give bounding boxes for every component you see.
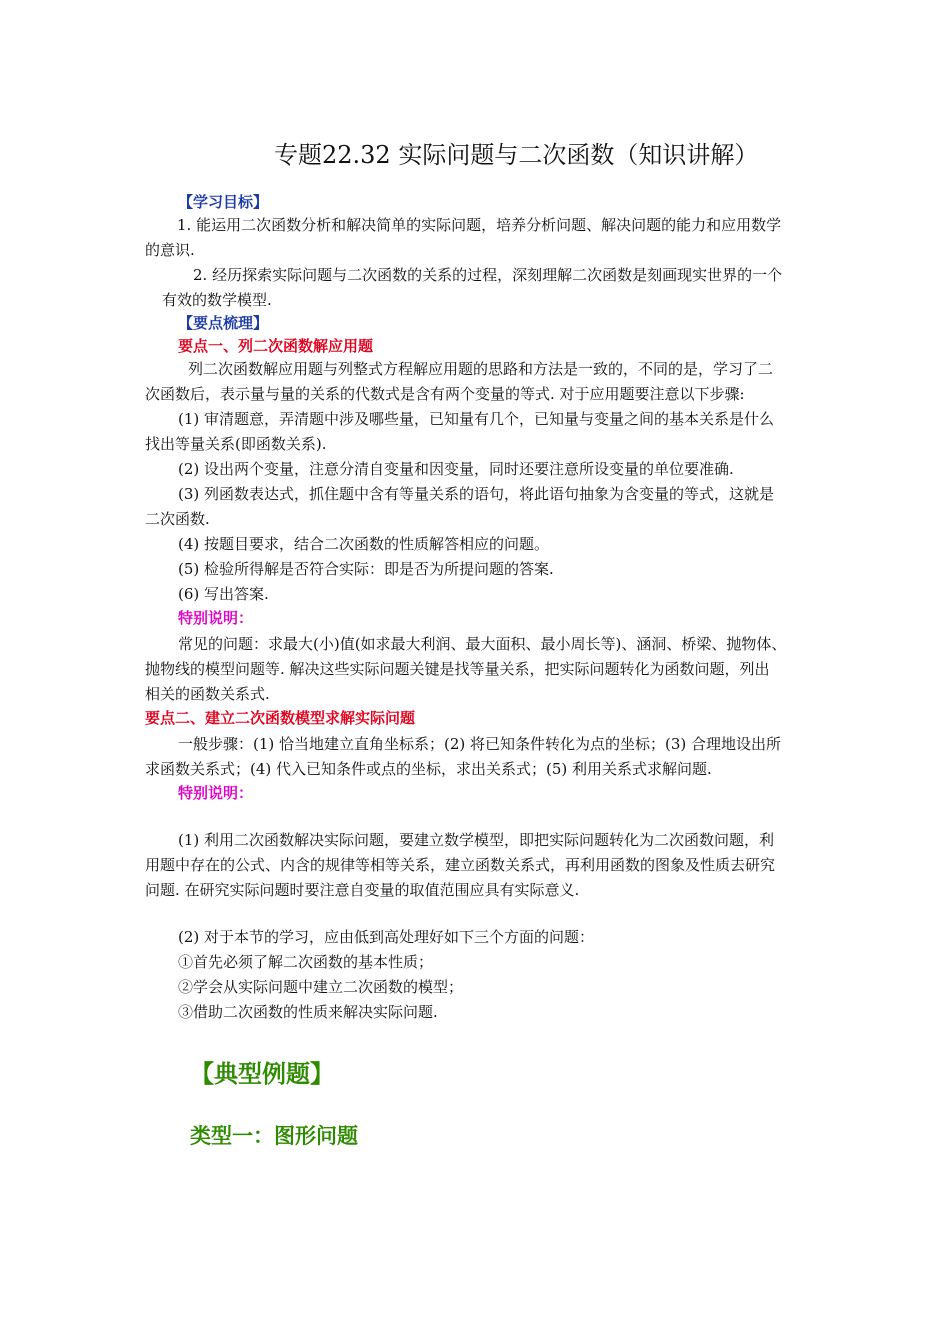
step-2: (2) 设出两个变量，注意分清自变量和因变量，同时还要注意所设变量的单位要准确.: [178, 460, 734, 478]
goal-2-line-1: 2. 经历探索实际问题与二次函数的关系的过程，深刻理解二次函数是刻画现实世界的一个: [193, 266, 783, 284]
key-points-heading: 【要点梳理】: [178, 314, 269, 332]
special-note-2-b-item-3: ③借助二次函数的性质来解决实际问题.: [178, 1003, 438, 1021]
special-note-2-a-line-3: 问题. 在研究实际问题时要注意自变量的取值范围应具有实际意义.: [145, 881, 580, 899]
step-1-line-2: 找出等量关系(即函数关系).: [145, 435, 327, 453]
special-note-2-a-line-1: (1) 利用二次函数解决实际问题，要建立数学模型，即把实际问题转化为二次函数问题，利: [178, 831, 775, 849]
point-1-intro-line-2: 次函数后，表示量与量的关系的代数式是含有两个变量的等式. 对于应用题要注意以下步骤:: [145, 385, 745, 403]
step-4: (4) 按题目要求，结合二次函数的性质解答相应的问题。: [178, 535, 550, 553]
special-note-1-line-1: 常见的问题：求最大(小)值(如求最大利润、最大面积、最小周长等)、涵洞、桥梁、抛物体、: [178, 635, 787, 653]
point-1-intro-line-1: 列二次函数解应用题与列整式方程解应用题的思路和方法是一致的，不同的是，学习了二: [188, 360, 774, 378]
step-5: (5) 检验所得解是否符合实际：即是否为所提问题的答案.: [178, 560, 554, 578]
special-note-1-label: 特别说明：: [178, 609, 254, 627]
typical-examples-heading: 【典型例题】: [190, 1060, 334, 1088]
step-3-line-2: 二次函数.: [145, 510, 210, 528]
point-2-line-2: 求函数关系式；(4) 代入已知条件或点的坐标，求出关系式；(5) 利用关系式求解问题.: [145, 760, 712, 778]
point-2-line-1: 一般步骤：(1) 恰当地建立直角坐标系；(2) 将已知条件转化为点的坐标；(3) 合理地设出所: [178, 735, 782, 753]
special-note-1-line-2: 抛物线的模型问题等. 解决这些实际问题关键是找等量关系，把实际问题转化为函数问题，列出: [145, 660, 770, 678]
document-title: 专题22.32 实际问题与二次函数（知识讲解）: [274, 141, 759, 169]
special-note-2-b: (2) 对于本节的学习，应由低到高处理好如下三个方面的问题：: [178, 928, 595, 946]
special-note-2-a-line-2: 用题中存在的公式、内含的规律等相等关系，建立函数关系式，再利用函数的图象及性质去研究: [145, 856, 776, 874]
step-3-line-1: (3) 列函数表达式，抓住题中含有等量关系的语句，将此语句抽象为含变量的等式，这就是: [178, 485, 775, 503]
special-note-1-line-3: 相关的函数关系式.: [145, 685, 270, 703]
point-2-title: 要点二、建立二次函数模型求解实际问题: [145, 709, 416, 727]
step-1-line-1: (1) 审清题意，弄清题中涉及哪些量，已知量有几个，已知量与变量之间的基本关系是什么: [178, 410, 775, 428]
point-1-title: 要点一、列二次函数解应用题: [178, 337, 374, 355]
learning-goals-heading: 【学习目标】: [178, 193, 269, 211]
special-note-2-label: 特别说明：: [178, 784, 254, 802]
example-type-1-heading: 类型一：图形问题: [190, 1124, 358, 1148]
step-6: (6) 写出答案.: [178, 585, 269, 603]
goal-2-line-2: 有效的数学模型.: [162, 291, 272, 309]
special-note-2-b-item-1: ①首先必须了解二次函数的基本性质；: [178, 953, 434, 971]
goal-1-line-2: 的意识.: [145, 241, 195, 259]
goal-1-line-1: 1. 能运用二次函数分析和解决简单的实际问题，培养分析问题、解决问题的能力和应用数学: [177, 216, 782, 234]
special-note-2-b-item-2: ②学会从实际问题中建立二次函数的模型；: [178, 978, 464, 996]
